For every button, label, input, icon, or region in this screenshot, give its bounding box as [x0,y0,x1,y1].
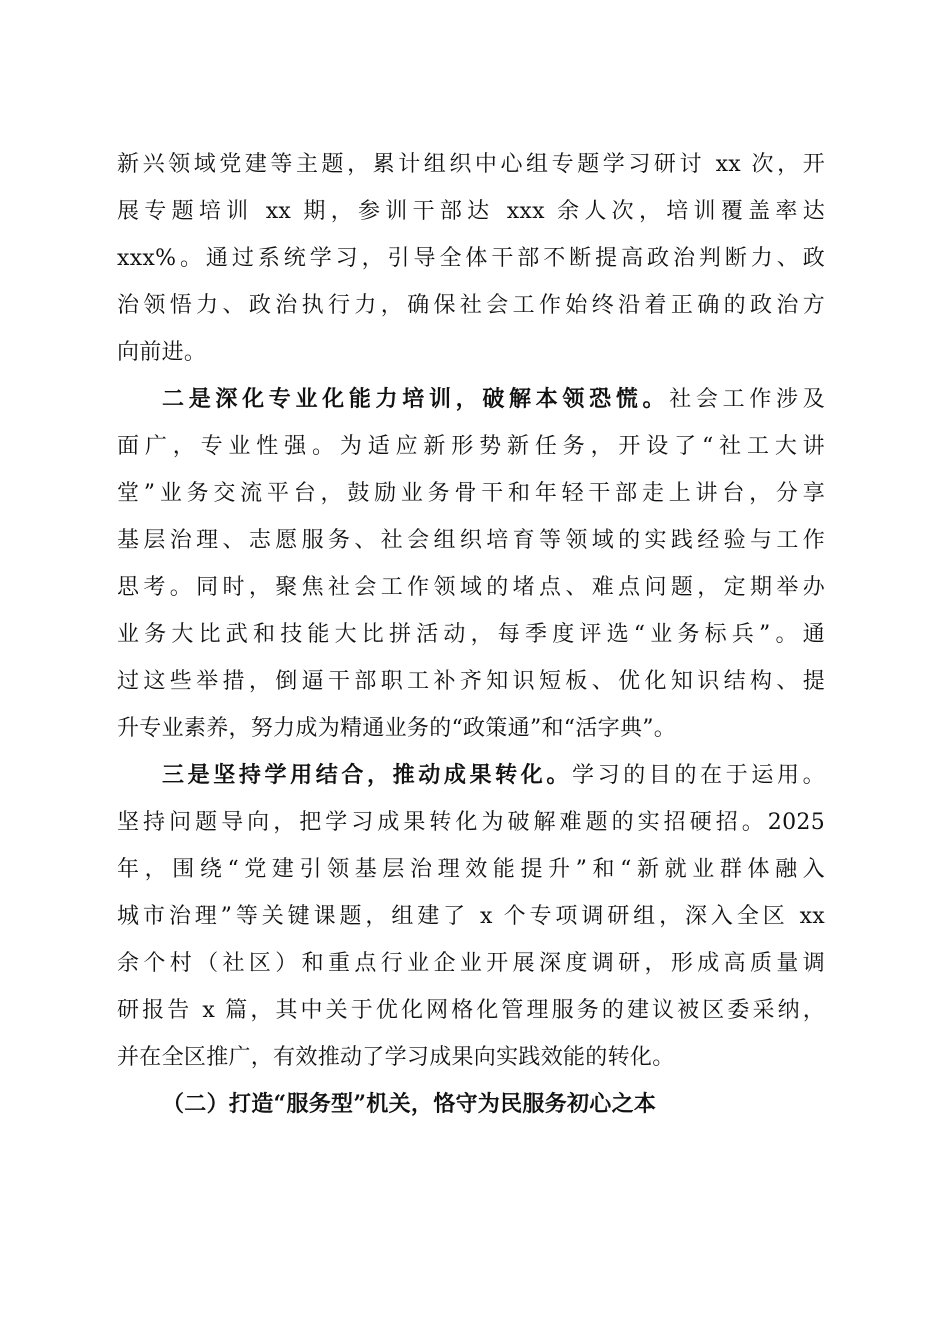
section-heading [117,1081,825,1128]
paragraph-1 [117,141,825,376]
text-line: 坚持问题导向，把学习成果转化为破解难题的实招硬招。2025 [117,810,825,835]
text-line: 余个村（社区）和重点行业企业开展深度调研，形成高质量调 [117,951,825,976]
text-line: 新兴领域党建等主题，累计组织中心组专题学习研讨 xx 次，开 [117,152,825,177]
paragraph-lead: 三是坚持学用结合，推动成果转化。 [162,762,573,788]
text-line: 堂”业务交流平台，鼓励业务骨干和年轻干部走上讲台，分享 [117,481,825,506]
text-line: 基层治理、志愿服务、社会组织培育等领域的实践经验与工作 [117,528,825,553]
text-line: 并在全区推广，有效推动了学习成果向实践效能的转化。 [117,1045,675,1070]
text-line: 城市治理”等关键课题，组建了 x 个专项调研组，深入全区 xx [117,904,825,929]
section-heading-text: （二）打造“服务型”机关，恪守为民服务初心之本 [162,1091,657,1117]
document-body [117,141,825,1128]
paragraph-text: 学习的目的在于运用。 [572,763,825,788]
text-line: 向前进。 [117,340,207,365]
text-line: 思考。同时，聚焦社会工作领域的堵点、难点问题，定期举办 [117,575,825,600]
text-line: 研报告 x 篇，其中关于优化网格化管理服务的建议被区委采纳， [117,998,825,1023]
text-line: 升专业素养，努力成为精通业务的“政策通”和“活字典”。 [117,716,677,741]
paragraph-2 [117,376,825,752]
text-line: 面广，专业性强。为适应新形势新任务，开设了“社工大讲 [117,434,825,459]
paragraph-text: 社会工作涉及 [669,387,825,412]
text-line: 治领悟力、政治执行力，确保社会工作始终沿着正确的政治方 [117,293,825,318]
text-line: 过这些举措，倒逼干部职工补齐知识短板、优化知识结构、提 [117,669,825,694]
text-line: xxx%。通过系统学习，引导全体干部不断提高政治判断力、政 [117,246,825,271]
text-line: 业务大比武和技能大比拼活动，每季度评选“业务标兵”。通 [117,622,825,647]
paragraph-3 [117,752,825,1081]
text-line [117,752,825,799]
text-line [117,376,825,423]
paragraph-lead: 二是深化专业化能力培训，破解本领恐慌。 [162,386,670,412]
text-line: 展专题培训 xx 期，参训干部达 xxx 余人次，培训覆盖率达 [117,199,825,224]
text-line: 年，围绕“党建引领基层治理效能提升”和“新就业群体融入 [117,857,825,882]
